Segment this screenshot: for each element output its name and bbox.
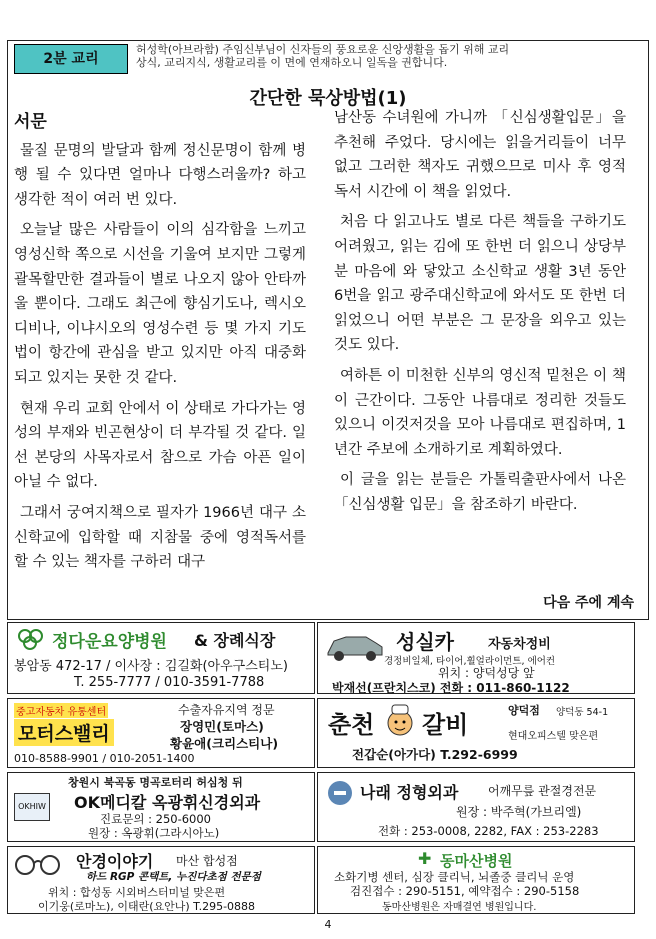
ad-used-cars	[7, 698, 315, 768]
ad-desc: 하드 RGP 콘택트, 누진다초점 전문점	[86, 871, 261, 883]
ad-hours: 진료문의 : 250-6000	[100, 812, 211, 826]
bone-logo-icon	[326, 779, 354, 807]
ad-contact: 박재선(프란치스코) 전화 : 011-860-1122	[332, 681, 570, 694]
paragraph: 남산동 수녀원에 가니까 「신심생활입문」을 추천해 주었다. 당시에는 읽을거리들이 너무 없고 그러한 책자도 귀했으므로 미사 후 영적독서 시간에 이 책을 읽었다.	[334, 110, 626, 200]
ad-branch: 마산 합성점	[176, 854, 238, 868]
category-tag: 2분 교리	[14, 44, 128, 74]
chef-mascot-icon	[382, 703, 418, 739]
ad-address: 양덕동 54-1	[556, 707, 609, 718]
ad-neurosurgery	[7, 772, 315, 842]
ad-dept: 수출자유지역 정문	[178, 703, 275, 717]
ad-branch: 양덕점	[508, 704, 540, 717]
ad-optician	[7, 846, 315, 914]
paragraph: 그래서 궁여지책으로 필자가 1966년 대구 소신학교에 입학할 때 지참물 중에 영적독서를 할 수 있는 책자를 구하러 대구	[14, 504, 306, 571]
ad-name: OK메디칼 옥광휘신경외과	[74, 793, 261, 812]
ad-suffix: & 장례식장	[194, 631, 276, 650]
article-right-column	[334, 106, 626, 518]
ad-nursing-hospital	[7, 622, 315, 694]
ad-desc: 소화기병 센터, 심장 클리닉, 뇌졸중 클리닉 운영	[334, 870, 575, 884]
paragraph: 물질 문명의 발달과 함께 정신문명이 함께 병행 될 수 있다면 얼마나 다행스러울까? 하고 생각한 적이 여러 번 있다.	[14, 142, 306, 208]
ad-director: 원장 : 박주혁(가브리엘)	[456, 805, 582, 819]
ad-top-line: 창원시 북곡동 명곡로터리 허심청 뒤	[68, 776, 243, 789]
ad-landmark: 현대오피스텔 맞은편	[508, 731, 599, 742]
ad-phone: 전화 : 253-0008, 2282, FAX : 253-2283	[378, 824, 599, 838]
ad-note: 동마산병원은 자매결연 병원입니다.	[382, 902, 537, 913]
ad-location: 위치 : 양덕성당 앞	[438, 666, 535, 680]
ad-galbi-restaurant	[317, 698, 635, 768]
ad-contact: 전갑순(아가다) T.292-6999	[352, 747, 518, 762]
ad-name: 나래 정형외과	[360, 783, 459, 802]
ad-contact: 이기웅(로마노), 이태란(요안나) T.295-0888	[38, 900, 256, 913]
ad-person-1: 장영민(토마스)	[180, 719, 264, 734]
banner-line-2: 상식, 교리지식, 생활교리를 이 면에 연재하오니 일독을 권합니다.	[136, 56, 448, 69]
ad-name: 성실카	[396, 630, 454, 654]
hospital-logo-icon: OKHIW	[14, 793, 50, 821]
ad-name: 안경이야기	[76, 852, 154, 871]
paragraph: 현재 우리 교회 안에서 이 상태로 가다가는 영성의 부재와 빈곤현상이 더 부각될 것 같다. 일선 본당의 사목자로서 참으로 가슴 아픈 일이 아닐 수 없다.	[14, 400, 306, 491]
ad-auto-repair	[317, 622, 635, 694]
ad-director: 원장 : 옥광휘(그라시아노)	[88, 826, 220, 840]
ad-dongmasan-hospital	[317, 846, 635, 914]
glasses-image-icon	[12, 851, 64, 877]
article-title: 간단한 묵상방법(1)	[249, 88, 407, 109]
paragraph: 처음 다 읽고나도 별로 다른 책들을 구하기도 어려웠고, 읽는 김에 또 한번 더 읽으니 상당부분 마음에 와 닿았고 소신학교 생활 3년 동안 6번을 읽고 광주대신학교에 와서도 또 한번 더 읽었으니 어떤 부분은 그 문장을 외우고 있는 것도 있다.	[334, 214, 626, 354]
banner-line-1: 허성학(아브라함) 주임신부님이 신자들의 풍요로운 신앙생활을 돕기 위해 교리	[136, 43, 510, 56]
section-heading: 서문	[14, 112, 47, 132]
ad-desc: 경정비일체, 타이어,휠얼라이먼트, 에어컨	[384, 656, 556, 667]
car-image-icon	[324, 629, 386, 665]
ad-phone: T. 255-7777 / 010-3591-7788	[74, 675, 265, 690]
ad-name: 동마산병원	[440, 852, 513, 870]
ad-name: 모터스밸리	[14, 719, 114, 746]
ad-location: 위치 : 합성동 시외버스터미널 맞은편	[48, 886, 226, 899]
article-left-column	[14, 110, 306, 575]
green-cross-icon: ✚	[418, 849, 432, 868]
ad-person-2: 황윤애(크리스티나)	[170, 736, 279, 751]
ad-phones: 010-8588-9901 / 010-2051-1400	[14, 752, 195, 765]
ad-address: 봉암동 472-17 / 이사장 : 김길화(아우구스티노)	[14, 659, 288, 674]
ad-type: 자동차정비	[488, 637, 551, 652]
ad-badge: 중고자동차 유통센터	[14, 703, 108, 718]
page-number: 4	[324, 918, 332, 931]
paragraph: 오늘날 많은 사람들이 이의 심각함을 느끼고 영성신학 쪽으로 시선을 기울여 보지만 그렇게 괄목할만한 결과들이 별로 나오지 않아 안타까울 뿐이다. 그래도 최근에 향심기도나, 렉시오 디비나, 이냐시오의 영성수련 등 몇 가지 기도법이 항간에 관심을 받고 있지만 아직 대중화되고 있지는 못한 것 같다.	[14, 222, 306, 386]
ad-desc: 어깨무릎 관절경전문	[488, 784, 597, 798]
clover-logo-icon	[14, 627, 48, 651]
continued-note: 다음 주에 계속	[543, 595, 634, 611]
ad-orthopedics	[317, 772, 635, 842]
ad-name: 정다운요양병원	[52, 632, 167, 652]
ad-phones: 검진접수 : 290-5151, 예약접수 : 290-5158	[350, 884, 580, 898]
paragraph: 여하튼 이 미천한 신부의 영신적 밑천은 이 책이 근간이다. 그동안 나름대로 정리한 것들도 있으니 이것저것을 모아 나름대로 편집하며, 1년간 주보에 소개하기로 계획하였다.	[334, 367, 626, 458]
ad-name-1: 춘천	[328, 711, 375, 739]
ad-name-2: 갈비	[422, 711, 469, 739]
banner-intro	[136, 43, 636, 69]
paragraph: 이 글을 읽는 분들은 가톨릭출판사에서 나온 「신심생활 입문」을 참조하기 바란다.	[334, 472, 626, 513]
